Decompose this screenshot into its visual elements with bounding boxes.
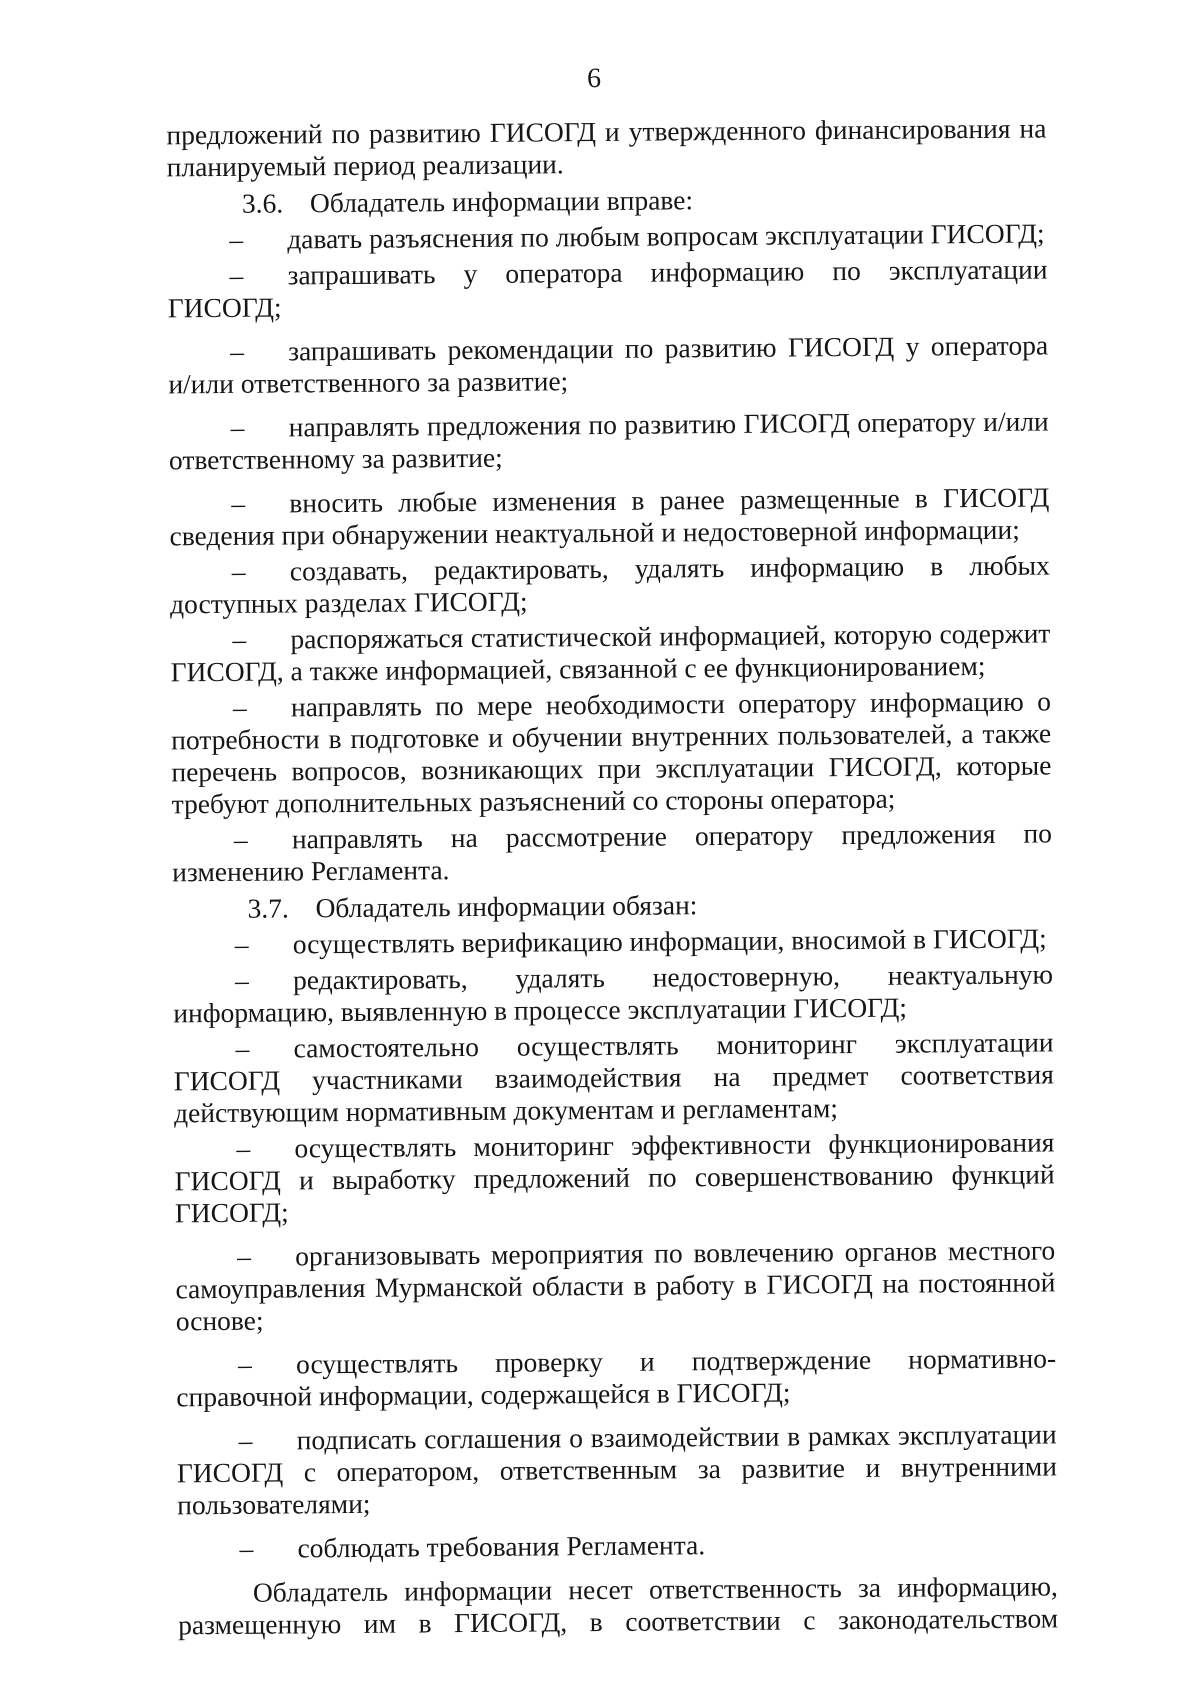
dash-marker: – <box>238 1424 253 1456</box>
list-item: – запрашивать рекомендации по развитию ГИСОГД у оператора и/или ответственного за развитие; <box>168 329 1049 400</box>
dash-marker: – <box>229 259 244 291</box>
dash-marker: – <box>230 335 244 367</box>
dash-marker: – <box>233 823 248 855</box>
dash-marker: – <box>234 964 249 996</box>
list-item: – осуществлять проверку и подтверждение нормативно-справочной информации, содержащейся в ГИСОГД; <box>176 1342 1057 1413</box>
page-number: 6 <box>586 62 602 95</box>
section-heading-text: Обладатель информации вправе: <box>309 184 694 219</box>
list-item: – распоряжаться статистической информацией, которую содержит ГИСОГД, а также информацией, связанной с ее функционированием; <box>170 617 1051 688</box>
dash-marker: – <box>237 1348 252 1380</box>
list-item: – осуществлять мониторинг эффективности функционирования ГИСОГД и выработку предложений по совершенствованию функций ГИСОГД; <box>174 1126 1055 1229</box>
dash-marker: – <box>230 411 245 443</box>
section-3-7-heading <box>172 886 1052 925</box>
continuation-paragraph: предложений по развитию ГИСОГД и утвержденного финансирования на планируемый период реализации. <box>166 112 1047 183</box>
dash-marker: – <box>231 555 246 587</box>
dash-marker: – <box>237 1240 252 1272</box>
list-item: – соблюдать требования Регламента. <box>239 1529 706 1564</box>
list-item: – подписать соглашения о взаимодействии в рамках эксплуатации ГИСОГД с оператором, ответственным за развитие и внутренними пользователями; <box>176 1418 1058 1521</box>
section-3-6-heading <box>167 181 1047 220</box>
list-item: – редактировать, удалять недостоверную, неактуальную информацию, выявленную в процессе эксплуатации ГИСОГД; <box>173 958 1054 1029</box>
dash-marker: – <box>232 623 247 655</box>
list-item: – направлять предложения по развитию ГИСОГД оператору и/или ответственному за развитие; <box>168 405 1049 476</box>
list-item: – самостоятельно осуществлять мониторинг эксплуатации ГИСОГД участниками взаимодействия на предмет соответствия действующим нормативным документам и регламентам; <box>173 1026 1054 1129</box>
dash-marker: – <box>229 223 244 255</box>
section-number: 3.6. <box>241 187 284 219</box>
list-item: – вносить любые изменения в ранее размещенные в ГИСОГД сведения при обнаружении неактуальной и недостоверной информации; <box>169 481 1050 552</box>
dash-marker: – <box>232 691 247 723</box>
section-heading-text: Обладатель информации обязан: <box>315 889 698 924</box>
document-body <box>166 112 1058 1641</box>
dash-marker: – <box>235 1032 250 1064</box>
closing-paragraph: Обладатель информации несет ответственность за информацию, размещенную им в ГИСОГД, в соответствии с законодательством <box>178 1570 1059 1641</box>
dash-marker: – <box>239 1532 254 1564</box>
list-item: – осуществлять верификацию информации, вносимой в ГИСОГД; <box>234 922 1047 960</box>
list-item: – направлять на рассмотрение оператору предложения по изменению Регламента. <box>172 817 1053 888</box>
dash-marker: – <box>236 1132 251 1164</box>
list-item: – давать разъяснения по любым вопросам эксплуатации ГИСОГД; <box>229 217 1045 255</box>
list-item: – организовывать мероприятия по вовлечению органов местного самоуправления Мурманской области в работу в ГИСОГД на постоянной основе; <box>175 1234 1056 1337</box>
list-item: – направлять по мере необходимости оператору информацию о потребности в подготовке и обучении внутренних пользователей, а также перечень вопросов, возникающих при эксплуатации ГИСОГД, которые требуют дополнительных разъяснений со стороны оператора; <box>171 685 1052 820</box>
list-item: – запрашивать у оператора информацию по эксплуатации ГИСОГД; <box>167 253 1048 324</box>
list-item: – создавать, редактировать, удалять информацию в любых доступных разделах ГИСОГД; <box>169 549 1050 620</box>
dash-marker: – <box>231 487 246 519</box>
dash-marker: – <box>234 928 249 960</box>
section-number: 3.7. <box>247 892 289 924</box>
